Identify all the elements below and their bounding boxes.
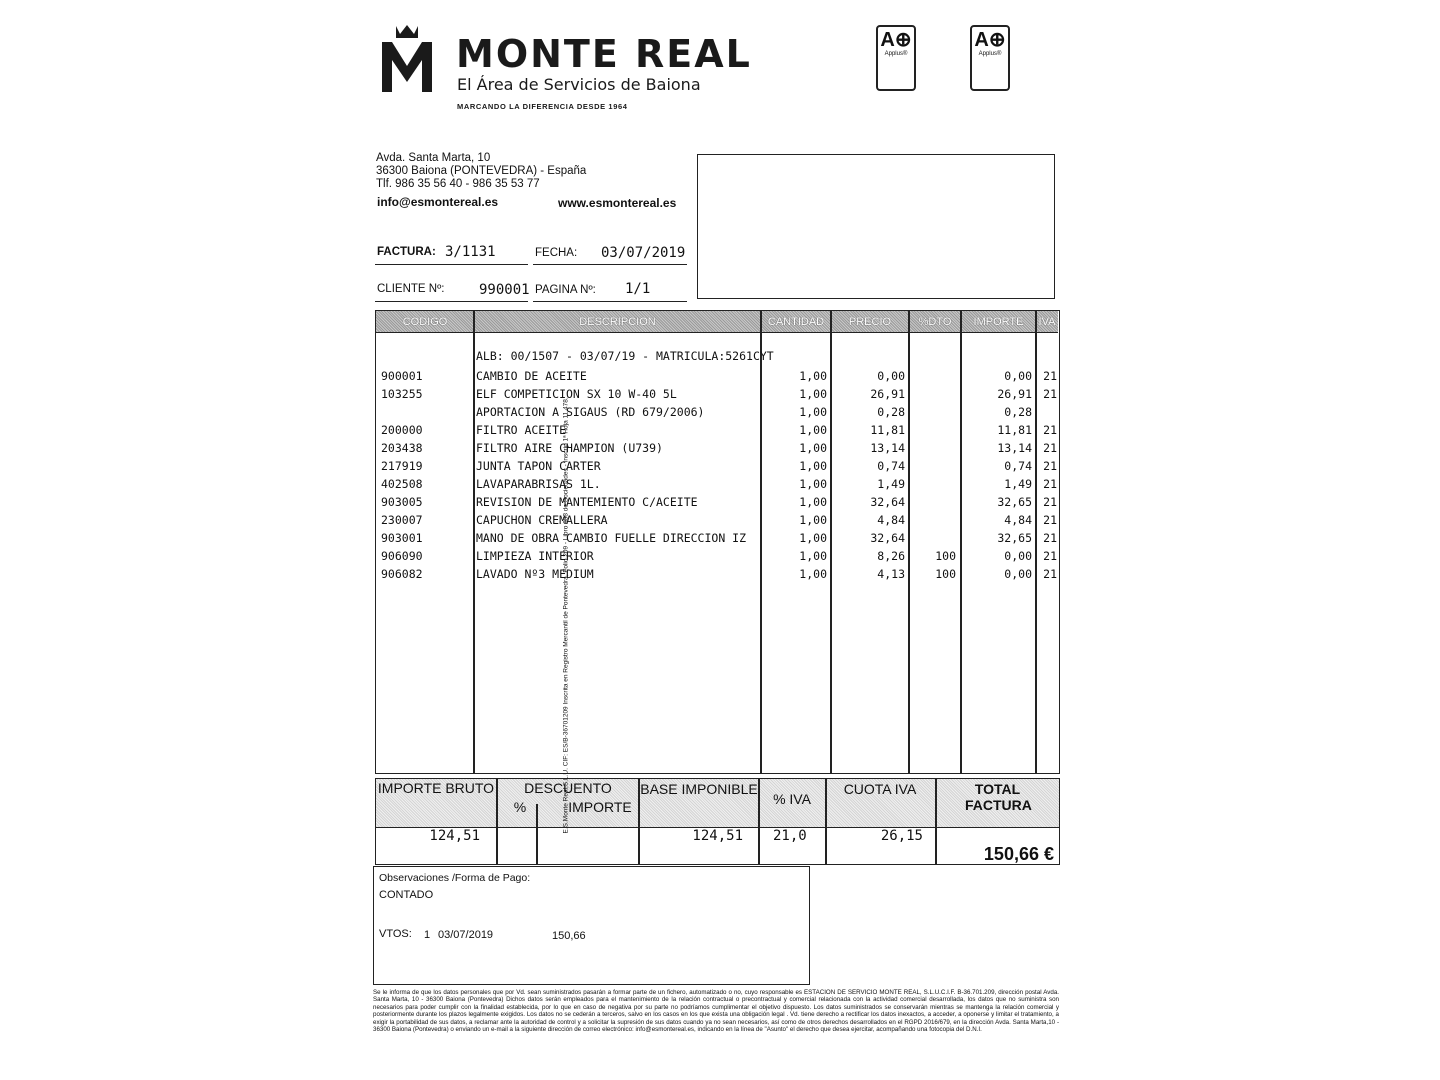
cell-iva: 21 [1043, 495, 1057, 509]
col-header-codigo: CODIGO [376, 311, 474, 333]
client-address-box [697, 154, 1055, 299]
cell-descripcion: REVISION DE MANTEMIENTO C/ACEITE [476, 495, 698, 509]
cell-codigo: 230007 [381, 513, 423, 527]
cell-precio: 13,14 [870, 441, 905, 455]
cell-descripcion: CAMBIO DE ACEITE [476, 369, 587, 383]
fecha-value: 03/07/2019 [601, 245, 686, 261]
cell-importe: 13,14 [997, 441, 1032, 455]
cert-name: Applus® [884, 51, 908, 57]
cell-iva: 21 [1043, 459, 1057, 473]
vtos-amount: 150,66 [552, 930, 586, 942]
brand-tagline: MARCANDO LA DIFERENCIA DESDE 1964 [457, 102, 628, 111]
factura-label: FACTURA: [377, 246, 436, 258]
table-row [376, 439, 1058, 457]
cell-cantidad: 1,00 [799, 477, 827, 491]
cell-importe: 0,00 [1004, 549, 1032, 563]
cell-dto: 100 [935, 567, 956, 581]
cell-codigo: 900001 [381, 369, 423, 383]
cell-importe: 26,91 [997, 387, 1032, 401]
cell-descripcion: FILTRO ACEITE [476, 423, 567, 437]
brand-name: MONTE REAL [456, 32, 752, 76]
cell-descripcion: LIMPIEZA INTERIOR [476, 549, 594, 563]
observaciones-box [373, 866, 810, 985]
factura-field [375, 243, 528, 265]
cell-descripcion: FILTRO AIRE CHAMPION (U739) [476, 441, 663, 455]
cell-precio: 32,64 [870, 531, 905, 545]
cell-precio: 0,28 [877, 405, 905, 419]
cell-descripcion: ELF COMPETICION SX 10 W-40 5L [476, 387, 677, 401]
address-line: Avda. Santa Marta, 10 [376, 152, 491, 164]
applus-certification-badge [876, 25, 916, 91]
cell-precio: 0,74 [877, 459, 905, 473]
cell-descripcion: APORTACION A SIGAUS (RD 679/2006) [476, 405, 705, 419]
cell-cantidad: 1,00 [799, 567, 827, 581]
registry-side-text: E.S.Monte Real,S.L.U. CIF: ES/B-36701209 Inscrita en Registro Mercantil de Pontevedra, Folio 209 - Libro 633 de Sociedades - Inscrip 1ª Hoja 11.478. [562, 397, 570, 834]
forma-pago-value: CONTADO [379, 889, 434, 901]
descuento-pct-label: % [513, 799, 527, 815]
cuota-iva-label: CUOTA IVA [843, 781, 917, 797]
cell-cantidad: 1,00 [799, 495, 827, 509]
factura-value: 3/1131 [445, 244, 496, 260]
col-header-importe: IMPORTE [961, 311, 1036, 333]
pct-iva-value: 21,0 [773, 828, 807, 844]
importe-bruto-value: 124,51 [429, 828, 480, 844]
table-row [376, 403, 1058, 421]
cell-codigo: 217919 [381, 459, 423, 473]
cell-cantidad: 1,00 [799, 513, 827, 527]
descuento-importe-label: IMPORTE [568, 799, 632, 815]
col-header-iva: IVA [1036, 311, 1058, 333]
cell-importe: 4,84 [1004, 513, 1032, 527]
pagina-label: PAGINA Nº: [535, 284, 596, 296]
cell-iva: 21 [1043, 423, 1057, 437]
address-line: 36300 Baiona (PONTEVEDRA) - España [376, 165, 587, 177]
vtos-date: 03/07/2019 [438, 929, 494, 941]
observaciones-label: Observaciones /Forma de Pago: [379, 872, 531, 884]
items-table [375, 310, 1060, 774]
cell-importe: 32,65 [997, 531, 1032, 545]
cell-importe: 0,28 [1004, 405, 1032, 419]
fecha-field [533, 243, 687, 265]
cell-cantidad: 1,00 [799, 441, 827, 455]
cell-cantidad: 1,00 [799, 459, 827, 473]
cell-iva: 21 [1043, 477, 1057, 491]
col-header-descripcion: DESCRIPCION [474, 311, 761, 333]
table-row [376, 385, 1058, 403]
cell-cantidad: 1,00 [799, 387, 827, 401]
pagina-field [533, 280, 687, 302]
total-factura-label: TOTAL FACTURA [965, 781, 1032, 813]
col-header-cantidad: CANTIDAD [761, 311, 831, 333]
cell-cantidad: 1,00 [799, 405, 827, 419]
cell-descripcion: CAPUCHON CREMALLERA [476, 513, 608, 527]
cliente-value: 990001 [479, 282, 530, 298]
cell-iva: 21 [1043, 387, 1057, 401]
col-header-dto: %DTO [909, 311, 961, 333]
cliente-label: CLIENTE Nº: [377, 283, 445, 295]
cell-iva: 21 [1043, 531, 1057, 545]
cell-cantidad: 1,00 [799, 369, 827, 383]
cell-cantidad: 1,00 [799, 531, 827, 545]
cell-codigo: 103255 [381, 387, 423, 401]
cell-descripcion: LAVADO Nº3 MEDIUM [476, 567, 594, 581]
cell-precio: 4,13 [877, 567, 905, 581]
table-row [376, 511, 1058, 529]
cell-precio: 1,49 [877, 477, 905, 491]
table-row [376, 529, 1058, 547]
table-row [376, 367, 1058, 385]
cell-precio: 4,84 [877, 513, 905, 527]
table-row [376, 421, 1058, 439]
cell-importe: 1,49 [1004, 477, 1032, 491]
company-email: info@esmontereal.es [377, 195, 499, 209]
cell-iva: 21 [1043, 441, 1057, 455]
cell-codigo: 203438 [381, 441, 423, 455]
cell-iva: 21 [1043, 549, 1057, 563]
monte-real-logo-icon [378, 22, 436, 94]
pagina-value: 1/1 [625, 281, 651, 297]
table-row [376, 547, 1058, 565]
cell-importe: 32,65 [997, 495, 1032, 509]
brand-subtitle: El Área de Servicios de Baiona [457, 75, 701, 94]
cell-precio: 26,91 [870, 387, 905, 401]
cell-precio: 32,64 [870, 495, 905, 509]
fecha-label: FECHA: [535, 247, 578, 259]
cell-cantidad: 1,00 [799, 549, 827, 563]
cell-precio: 0,00 [877, 369, 905, 383]
pct-iva-label: % IVA [773, 791, 811, 807]
cell-codigo: 402508 [381, 477, 423, 491]
cell-codigo: 906090 [381, 549, 423, 563]
vtos-number: 1 [424, 929, 431, 941]
cell-importe: 0,74 [1004, 459, 1032, 473]
cliente-field [375, 280, 528, 302]
cell-importe: 11,81 [997, 423, 1032, 437]
table-row [376, 565, 1058, 583]
base-imponible-label: BASE IMPONIBLE [640, 781, 758, 797]
cell-precio: 11,81 [870, 423, 905, 437]
cell-codigo: 903005 [381, 495, 423, 509]
col-header-precio: PRECIO [831, 311, 909, 333]
address-phone: Tlf. 986 35 56 40 - 986 35 53 77 [376, 178, 540, 190]
cuota-iva-value: 26,15 [880, 828, 923, 844]
table-row [376, 493, 1058, 511]
cell-codigo: 200000 [381, 423, 423, 437]
cell-precio: 8,26 [877, 549, 905, 563]
cell-importe: 0,00 [1004, 567, 1032, 581]
cell-codigo: 906082 [381, 567, 423, 581]
descuento-label: DESCUENTO [524, 780, 612, 796]
total-factura-value: 150,66 € [983, 844, 1054, 864]
cell-cantidad: 1,00 [799, 423, 827, 437]
albaran-line: ALB: 00/1507 - 03/07/19 - MATRICULA:5261CYT [476, 349, 774, 363]
company-website: www.esmontereal.es [558, 196, 677, 210]
company-address [376, 152, 586, 191]
cell-importe: 0,00 [1004, 369, 1032, 383]
cert-name: Applus® [978, 51, 1002, 57]
cell-iva: 21 [1043, 369, 1057, 383]
totals-section [375, 778, 1060, 865]
table-row [376, 457, 1058, 475]
cell-iva: 21 [1043, 567, 1057, 581]
privacy-legal-notice: Se le informa de que los datos personales que por Vd. sean suministrados pasarán a formar parte de un fichero, automatizado o no, cuyo responsable es ESTACION DE SERVICIO MONTE REAL, S.L.U.C.I.F. B-36.701.209, dirección postal Avda. Santa Marta, 10 - 36300 Baiona (Pontevedra) Dichos datos serán empleados para el mantenimiento de la relación contractual o precontractual y comercial relacionada con la actividad comercial desarrollada, los datos que no suministra son necesarios para poder cumplir con la finalidad establecida, por lo que en caso de negativa por su parte no podríamos cumplimentar el objetivo dispuesto. Los datos suministrados se conservarán mientras se mantenga la relación comercial y posteriormente durante los plazos legalmente exigidos. Los datos no se cederán a terceros, salvo en los casos en los que exista una obligación legal . Vd. tiene derecho a rectificar los datos inexactos, a acceder, a oponerse y limitar el tratamiento, a exigir la portabilidad de sus datos, a reclamar ante la autoridad de control y a solicitar la supresión de sus datos cuando ya no sean necesarios, así como de otros derechos desarrollados en el RGPD 2016/679, en la dirección Avda. Santa Marta,10 - 36300 Baiona (Pontevedra) o enviando un e-mail a la siguiente dirección de correo electrónico: info@esmontereal.es, indicando en la línea de "Asunto" el derecho que desea ejercitar, acompañando una fotocopia del D.N.I. [373, 989, 1059, 1034]
cell-dto: 100 [935, 549, 956, 563]
vtos-label: VTOS: [379, 928, 412, 940]
cell-descripcion: MANO DE OBRA CAMBIO FUELLE DIRECCION IZ [476, 531, 747, 545]
base-imponible-value: 124,51 [692, 828, 743, 844]
applus-certification-badge [970, 25, 1010, 91]
cell-codigo: 903001 [381, 531, 423, 545]
table-row [376, 475, 1058, 493]
cert-mark: A⊕ [974, 29, 1006, 51]
cell-descripcion: LAVAPARABRISAS 1L. [476, 477, 601, 491]
cert-mark: A⊕ [880, 29, 912, 51]
importe-bruto-label: IMPORTE BRUTO [377, 780, 495, 796]
cell-descripcion: JUNTA TAPON CARTER [476, 459, 601, 473]
cell-iva: 21 [1043, 513, 1057, 527]
